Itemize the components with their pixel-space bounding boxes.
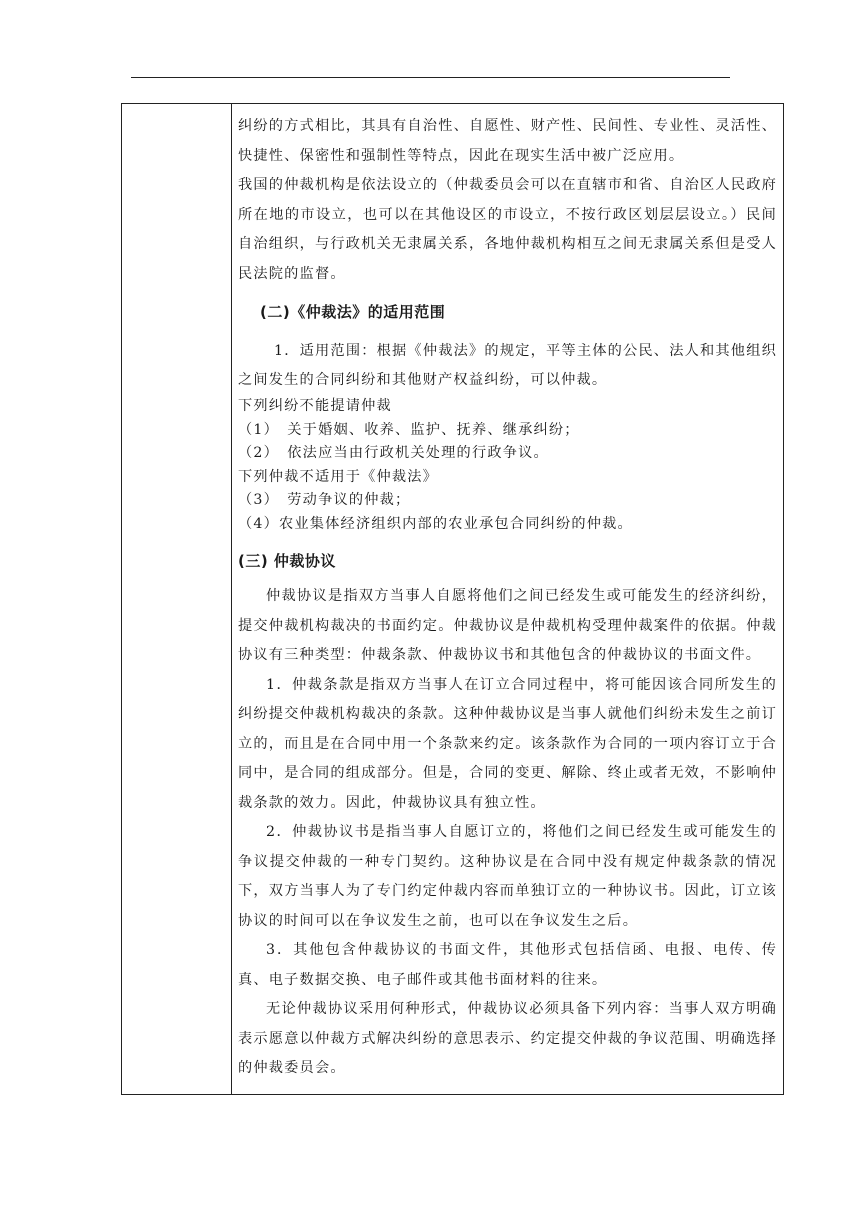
paragraph-required-contents: 无论仲裁协议采用何种形式，仲裁协议必须具备下列内容：当事人双方明确表示愿意以仲裁方式解决纠纷的意思表示、约定提交仲裁的争议范围、明确选择的仲裁委员会。 <box>238 1001 777 1076</box>
paragraph-arbitration-features: 纠纷的方式相比，其具有自治性、自愿性、财产性、民间性、专业性、灵活性、快捷性、保密性和强制性等特点，因此在现实生活中被广泛应用。 <box>238 118 777 164</box>
list-item-3: （3） 劳动争议的仲裁； <box>238 492 411 508</box>
paragraph-scope: 1．适用范围：根据《仲裁法》的规定，平等主体的公民、法人和其他组织之间发生的合同纠纷和其他财产权益纠纷，可以仲裁。 <box>238 343 777 388</box>
section-heading-agreement: (三) 仲裁协议 <box>238 552 336 570</box>
paragraph-arbitration-clause: 1．仲裁条款是指双方当事人在订立合同过程中，将可能因该合同所发生的纠纷提交仲裁机构裁决的条款。这种仲裁协议是当事人就他们纠纷未发生之前订立的，而且是在合同中用一个条款来约定。该条款作为合同的一项内容订立于合同中，是合同的组成部分。但是，合同的变更、解除、终止或者无效，不影响仲裁条款的效力。因此，仲裁协议具有独立性。 <box>238 676 777 811</box>
paragraph-agreement-definition: 仲裁协议是指双方当事人自愿将他们之间已经发生或可能发生的经济纠纷，提交仲裁机构裁决的书面约定。仲裁协议是仲裁机构受理仲裁案件的依据。仲裁协议有三种类型：仲裁条款、仲裁协议书和其他包含的仲裁协议的书面文件。 <box>238 588 777 663</box>
list-heading-not-arbitrable: 下列纠纷不能提请仲裁 <box>238 398 392 414</box>
list-item-2: （2） 依法应当由行政机关处理的行政争议。 <box>238 445 549 461</box>
list-item-4: （4）农业集体经济组织内部的农业承包合同纠纷的仲裁。 <box>238 515 633 532</box>
list-item-1: （1） 关于婚姻、收养、监护、抚养、继承纠纷； <box>238 421 580 438</box>
content-table <box>121 103 784 1095</box>
table-content-cell <box>238 104 777 1084</box>
table-left-column <box>122 104 232 1094</box>
paragraph-other-written-documents: 3．其他包含仲裁协议的书面文件，其他形式包括信函、电报、电传、传真、电子数据交换、电子邮件或其他书面材料的往来。 <box>238 942 777 988</box>
header-rule <box>131 77 730 78</box>
list-heading-not-applicable: 下列仲裁不适用于《仲裁法》 <box>238 468 439 485</box>
paragraph-arbitration-agreement-document: 2．仲裁协议书是指当事人自愿订立的，将他们之间已经发生或可能发生的争议提交仲裁的一种专门契约。这种协议是在合同中没有规定仲裁条款的情况下，双方当事人为了专门约定仲裁内容而单独订立的一种协议书。因此，订立该协议的时间可以在争议发生之前，也可以在争议发生之后。 <box>238 824 777 929</box>
section-heading-scope: (二)《仲裁法》的适用范围 <box>260 303 446 321</box>
paragraph-arbitration-institutions: 我国的仲裁机构是依法设立的（仲裁委员会可以在直辖市和省、自治区人民政府所在地的市设立，也可以在其他设区的市设立，不按行政区划层层设立。）民间自治组织，与行政机关无隶属关系，各地仲裁机构相互之间无隶属关系但是受人民法院的监督。 <box>238 177 777 282</box>
